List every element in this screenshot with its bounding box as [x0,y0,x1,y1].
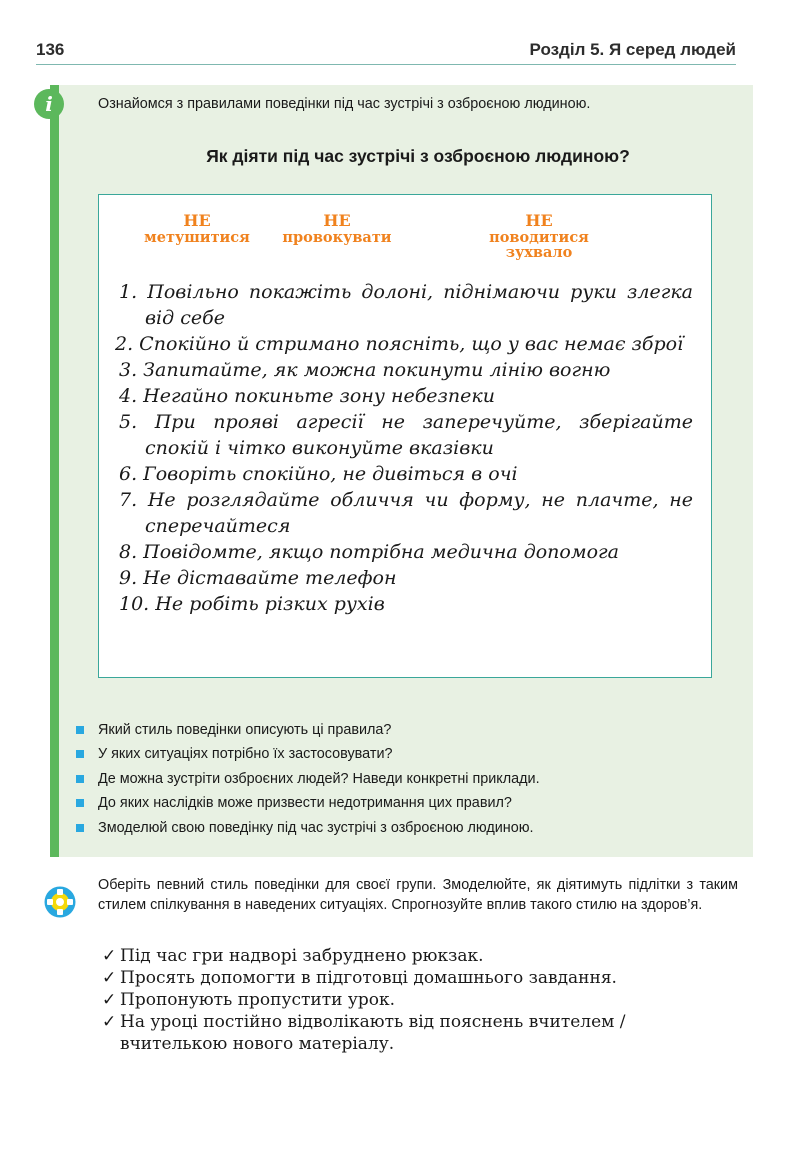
rule-item: 4. Негайно покиньте зону небезпеки [119,385,495,407]
task-text: Оберіть певний стиль поведінки для своєї групи. Змоделюйте, як діятимуть підлітки з таким стилем спілкування в наведених ситуаціях. Спрогнозуйте вплив такого стилю на здоров’я. [98,877,738,913]
bullet-icon [76,775,84,783]
check-icon: ✓ [102,946,117,966]
info-icon: i [34,89,64,119]
ne-item: НЕ поводитися зухвало [489,211,589,261]
questions-list [76,718,540,840]
situation-item: ✓ На уроці постійно відволікають від пояснень вчителем / [102,1012,626,1032]
situation-item: ✓ Під час гри надворі забруднено рюкзак. [102,946,484,966]
question-item: У яких ситуаціях потрібно їх застосовувати? [76,742,540,766]
situation-item: ✓ Пропонують пропустити урок. [102,990,396,1010]
rule-item: 8. Повідомте, якщо потрібна медична допомога [119,541,619,563]
rule-item: 6. Говоріть спокійно, не дивіться в очі [119,463,518,485]
page-number: 136 [36,40,65,59]
bullet-icon [76,726,84,734]
rule-item: 5. При прояві агресії не заперечуйте, зберігайте спокій і чітко виконуйте вказівки [119,411,693,459]
rule-item: 2. Спокійно й стримано поясніть, що у вас немає зброї [115,333,684,355]
rule-item: 3. Запитайте, як можна покинути лінію вогню [119,359,611,381]
situation-item: ✓ Просять допомогти в підготовці домашнього завдання. [102,968,617,988]
question-item: Який стиль поведінки описують ці правила? [76,718,540,742]
group-work-icon [44,886,76,918]
situation-item: вчителькою нового матеріалу. [120,1034,395,1054]
section-title: Як діяти під час зустрічі з озброєною людиною? [206,146,630,166]
ne-item: НЕ метушитися [144,211,250,246]
rules-list [115,279,693,617]
check-icon: ✓ [102,1012,117,1032]
bullet-icon [76,750,84,758]
chapter-title: Розділ 5. Я серед людей [529,40,736,59]
rules-box [98,194,712,678]
rule-item: 9. Не діставайте телефон [119,567,397,589]
check-icon: ✓ [102,990,117,1010]
intro-text: Ознайомся з правилами поведінки під час зустрічі з озброєною людиною. [98,96,591,112]
question-item: Де можна зустріти озброєних людей? Наведи конкретні приклади. [76,767,540,791]
rule-item: 7. Не розглядайте обличчя чи форму, не плачте, не сперечайтеся [119,489,693,537]
situations-list [102,945,626,1055]
check-icon: ✓ [102,968,117,988]
question-item: До яких наслідків може призвести недотримання цих правил? [76,791,540,815]
ne-item: НЕ провокувати [282,211,392,246]
bullet-icon [76,824,84,832]
rule-item: 1. Повільно покажіть долоні, піднімаючи руки злегка від себе [119,281,693,329]
rule-item: 10. Не робіть різких рухів [119,593,385,615]
bullet-icon [76,799,84,807]
question-item: Змоделюй свою поведінку під час зустрічі з озброєною людиною. [76,816,540,840]
page-header [36,40,736,65]
